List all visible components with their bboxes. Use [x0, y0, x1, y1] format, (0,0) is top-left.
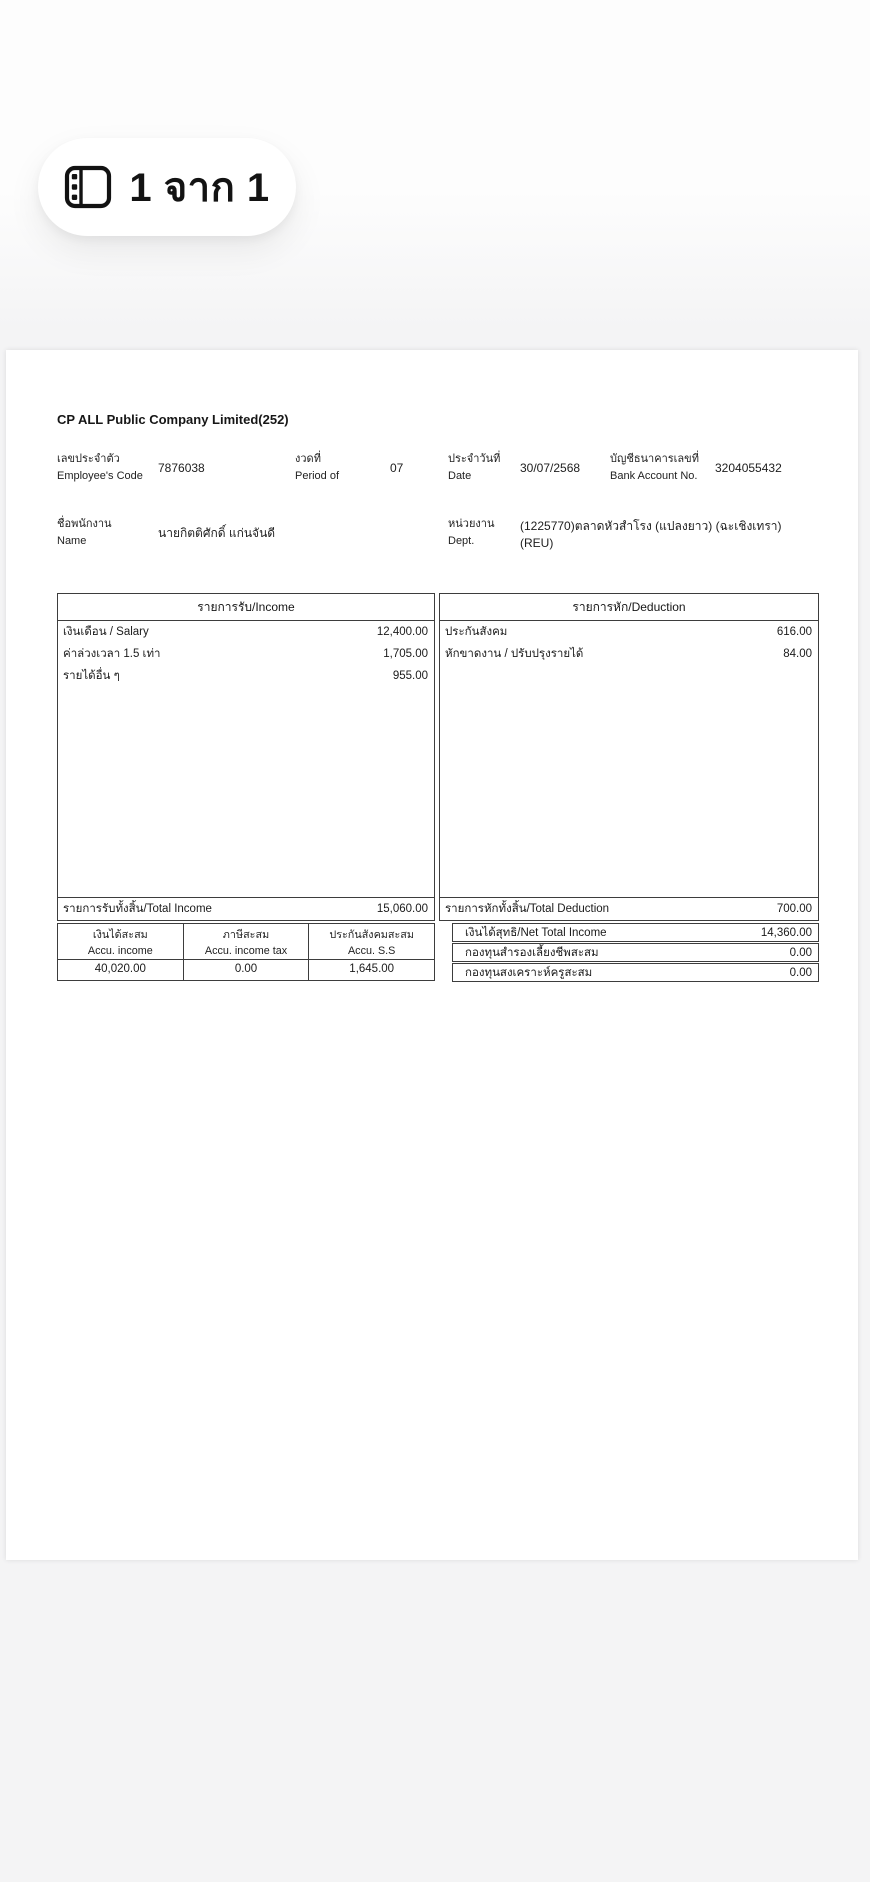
teacher-fund-row: กองทุนสงเคราะห์ครูสะสม 0.00: [452, 963, 819, 982]
page-indicator-label: 1 จาก 1: [129, 166, 270, 210]
summary-table: [452, 923, 819, 983]
accu-income-value: 40,020.00: [94, 963, 146, 976]
table-row: หักขาดงาน / ปรับปรุงรายได้ 84.00: [445, 648, 812, 660]
income-table-spacer: [58, 687, 434, 897]
income-column: [57, 593, 435, 983]
total-deduction-row: รายการหักทั้งสิ้น/Total Deduction 700.00: [440, 897, 818, 920]
income-table: [57, 593, 435, 921]
info-row-2: [57, 516, 818, 550]
dept-label: หน่วยงาน Dept.: [448, 518, 495, 548]
period-value: 07: [390, 461, 404, 476]
company-name: CP ALL Public Company Limited(252): [57, 412, 289, 427]
accumulated-table: [57, 923, 435, 981]
table-row: รายได้อื่น ๆ 955.00: [63, 670, 428, 682]
accu-tax-column: ภาษีสะสม Accu. income tax 0.00: [184, 924, 310, 980]
employee-code-label: เลขประจำตัว Employee's Code: [57, 453, 143, 483]
bank-account-label: บัญชีธนาคารเลขที่ Bank Account No.: [610, 453, 699, 483]
tables-section: [57, 593, 819, 983]
table-row: เงินเดือน / Salary 12,400.00: [63, 626, 428, 638]
deduction-table-header: รายการหัก/Deduction: [440, 594, 818, 621]
provident-fund-row: กองทุนสำรองเลี้ยงชีพสะสม 0.00: [452, 943, 819, 962]
deduction-table: [439, 593, 819, 921]
accu-income-column: เงินได้สะสม Accu. income 40,020.00: [58, 924, 184, 980]
name-label: ชื่อพนักงาน Name: [57, 518, 112, 548]
deduction-table-spacer: [440, 665, 818, 897]
name-value: นายกิตติศักดิ์ แก่นจันดี: [158, 525, 276, 540]
date-label: ประจำวันที่ Date: [448, 453, 501, 483]
info-row-1: [57, 451, 818, 485]
bank-account-value: 3204055432: [715, 461, 782, 476]
deduction-column: [439, 593, 819, 983]
pages-panel-icon: [64, 165, 112, 209]
table-row: ค่าล่วงเวลา 1.5 เท่า 1,705.00: [63, 648, 428, 660]
accu-ss-column: ประกันสังคมสะสม Accu. S.S 1,645.00: [309, 924, 434, 980]
total-income-row: รายการรับทั้งสิ้น/Total Income 15,060.00: [58, 897, 434, 920]
accu-ss-value: 1,645.00: [349, 963, 395, 976]
payslip-page: [6, 350, 858, 1560]
dept-value: (1225770)ตลาดหัวสำโรง (แปลงยาว) (ฉะเชิงเทรา) (REU): [520, 518, 782, 550]
table-row: ประกันสังคม 616.00: [445, 626, 812, 638]
page-indicator-pill: [38, 138, 296, 236]
net-income-row: เงินได้สุทธิ/Net Total Income 14,360.00: [452, 923, 819, 942]
income-table-header: รายการรับ/Income: [58, 594, 434, 621]
period-label: งวดที่ Period of: [295, 453, 340, 483]
employee-code-value: 7876038: [158, 461, 205, 476]
accu-tax-value: 0.00: [234, 963, 258, 976]
date-value: 30/07/2568: [520, 461, 581, 476]
